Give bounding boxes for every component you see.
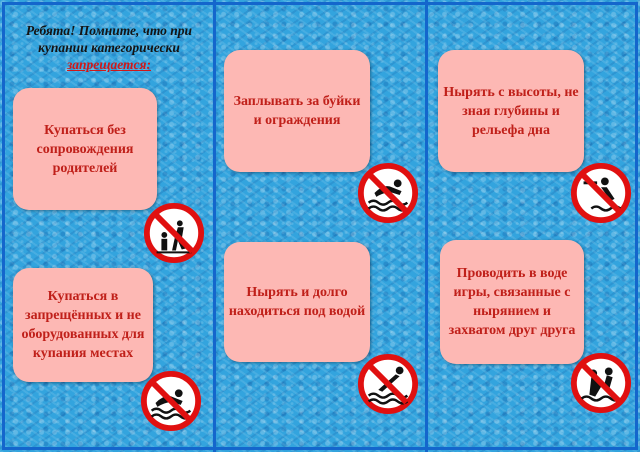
panel-divider-right xyxy=(425,0,428,452)
rule-text: Проводить в воде игры, связанные с нырянием и захватом друг друга xyxy=(448,266,576,338)
no-rough-play-icon xyxy=(570,352,632,414)
no-high-diving-icon xyxy=(570,162,632,224)
intro-line: Ребята! Помните, что при купании категорически xyxy=(25,23,193,55)
no-unattended-children-icon xyxy=(143,202,205,264)
rule-text: Купаться в запрещённых и не оборудованных для купания местах xyxy=(21,289,145,361)
rule-card-rough-play xyxy=(440,240,584,364)
rule-text: Нырять с высоты, не зная глубины и рельефа дна xyxy=(443,84,579,138)
intro-accent: запрещается: xyxy=(66,57,152,72)
rule-text: Нырять и долго находиться под водой xyxy=(228,285,366,319)
rule-card-unattended xyxy=(13,88,157,210)
rule-text: Заплывать за буйки и ограждения xyxy=(233,94,361,128)
rule-card-underwater xyxy=(224,242,370,362)
no-diving-icon xyxy=(357,353,419,415)
rule-card-high-diving xyxy=(438,50,584,172)
rule-card-buoys xyxy=(224,50,370,172)
panel-divider-left xyxy=(213,0,216,452)
no-swimming-past-buoys-icon xyxy=(357,162,419,224)
no-swimming-icon xyxy=(140,370,202,432)
intro-text xyxy=(16,22,202,73)
rule-card-forbidden-places xyxy=(13,268,153,382)
rule-text: Купаться без сопровождения родителей xyxy=(36,122,134,176)
